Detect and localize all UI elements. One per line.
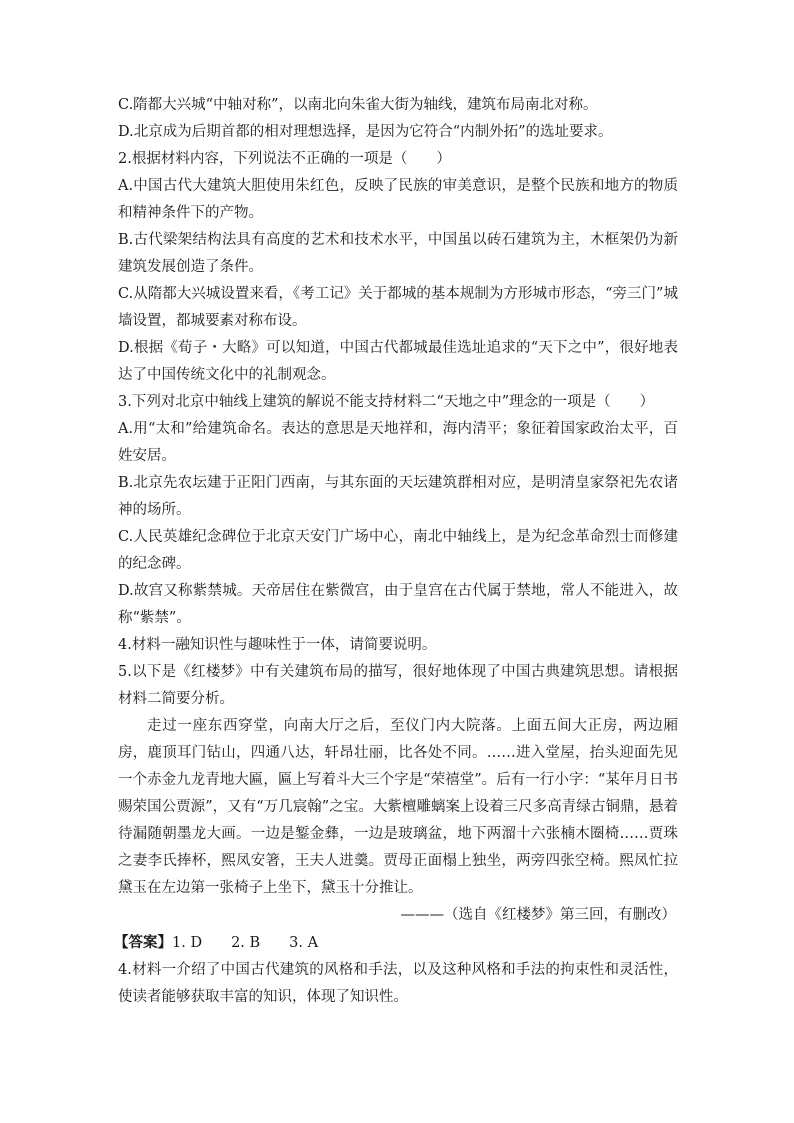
option-a-q2: A.中国古代大建筑大胆使用朱红色，反映了民族的审美意识，是整个民族和地方的物质和精神条件下的产物。 — [118, 178, 678, 221]
option-d-q3: D.故宫又称紫禁城。天帝居住在紫微宫，由于皇宫在古代属于禁地，常人不能进入，故称“紫禁”。 — [118, 583, 678, 626]
answer-line — [114, 929, 678, 957]
question-3: 3.下列对北京中轴线上建筑的解说不能支持材料二“天地之中”理念的一项是（ ） — [118, 394, 655, 410]
document-content — [114, 92, 678, 1011]
answer-tag: 【答案】 — [114, 934, 172, 951]
question-2: 2.根据材料内容，下列说法不正确的一项是（ ） — [118, 151, 451, 167]
option-c-q3: C.人民英雄纪念碑位于北京天安门广场中心，南北中轴线上，是为纪念革命烈士而修建的纪念碑。 — [118, 529, 678, 572]
option-a-q3: A.用“太和”给建筑命名。表达的意思是天地祥和，海内清平；象征着国家政治太平，百姓安居。 — [118, 421, 678, 464]
quoted-passage: 走过一座东西穿堂，向南大厅之后，至仪门内大院落。上面五间大正房，两边厢房，鹿顶耳门钻山，四通八达，轩昂壮丽，比各处不同。……进入堂屋，抬头迎面先见一个赤金九龙青地大匾，匾上写着斗大三个字是“荣禧堂”。后有一行小字：“某年月日书赐荣国公贾源”，又有“万几宸翰”之宝。大紫檀雕螭案上设着三尺多高青绿古铜鼎，悬着待漏随朝墨龙大画。一边是錾金彝，一边是玻璃盆，地下两溜十六张楠木圈椅……贾珠之妻李氏捧杯，熙凤安箸，王夫人进羹。贾母正面榻上独坐，两旁四张空椅。熙凤忙拉黛玉在左边第一张椅子上坐下，黛玉十分推让。 — [118, 718, 678, 896]
option-d-q2: D.根据《荀子・大略》可以知道，中国古代都城最佳选址追求的“天下之中”，很好地表达了中国传统文化中的礼制观念。 — [118, 340, 678, 383]
question-5: 5.以下是《红楼梦》中有关建筑布局的描写，很好地体现了中国古典建筑思想。请根据材料二简要分析。 — [118, 664, 678, 707]
quote-source: ———（选自《红楼梦》第三回，有删改） — [400, 907, 676, 923]
answer-items: 1. D 2. B 3. A — [172, 935, 319, 951]
option-d-q1: D.北京成为后期首都的相对理想选择，是因为它符合“内制外拓”的选址要求。 — [118, 124, 613, 140]
option-b-q3: B.北京先农坛建于正阳门西南，与其东面的天坛建筑群相对应，是明清皇家祭祀先农诸神的场所。 — [118, 475, 678, 518]
question-4: 4.材料一融知识性与趣味性于一体，请简要说明。 — [118, 637, 437, 653]
answer-explanation-4: 4.材料一介绍了中国古代建筑的风格和手法，以及这种风格和手法的拘束性和灵活性，使读者能够获取丰富的知识，体现了知识性。 — [118, 962, 678, 1005]
option-c-q1: C.隋都大兴城“中轴对称”，以南北向朱雀大街为轴线，建筑布局南北对称。 — [118, 97, 598, 113]
option-b-q2: B.古代梁架结构法具有高度的艺术和技术水平，中国虽以砖石建筑为主，木框架仍为新建筑发展创造了条件。 — [118, 232, 678, 275]
option-c-q2: C.从隋都大兴城设置来看，《考工记》关于都城的基本规制为方形城市形态，“旁三门”城墙设置，都城要素对称布设。 — [118, 286, 678, 329]
